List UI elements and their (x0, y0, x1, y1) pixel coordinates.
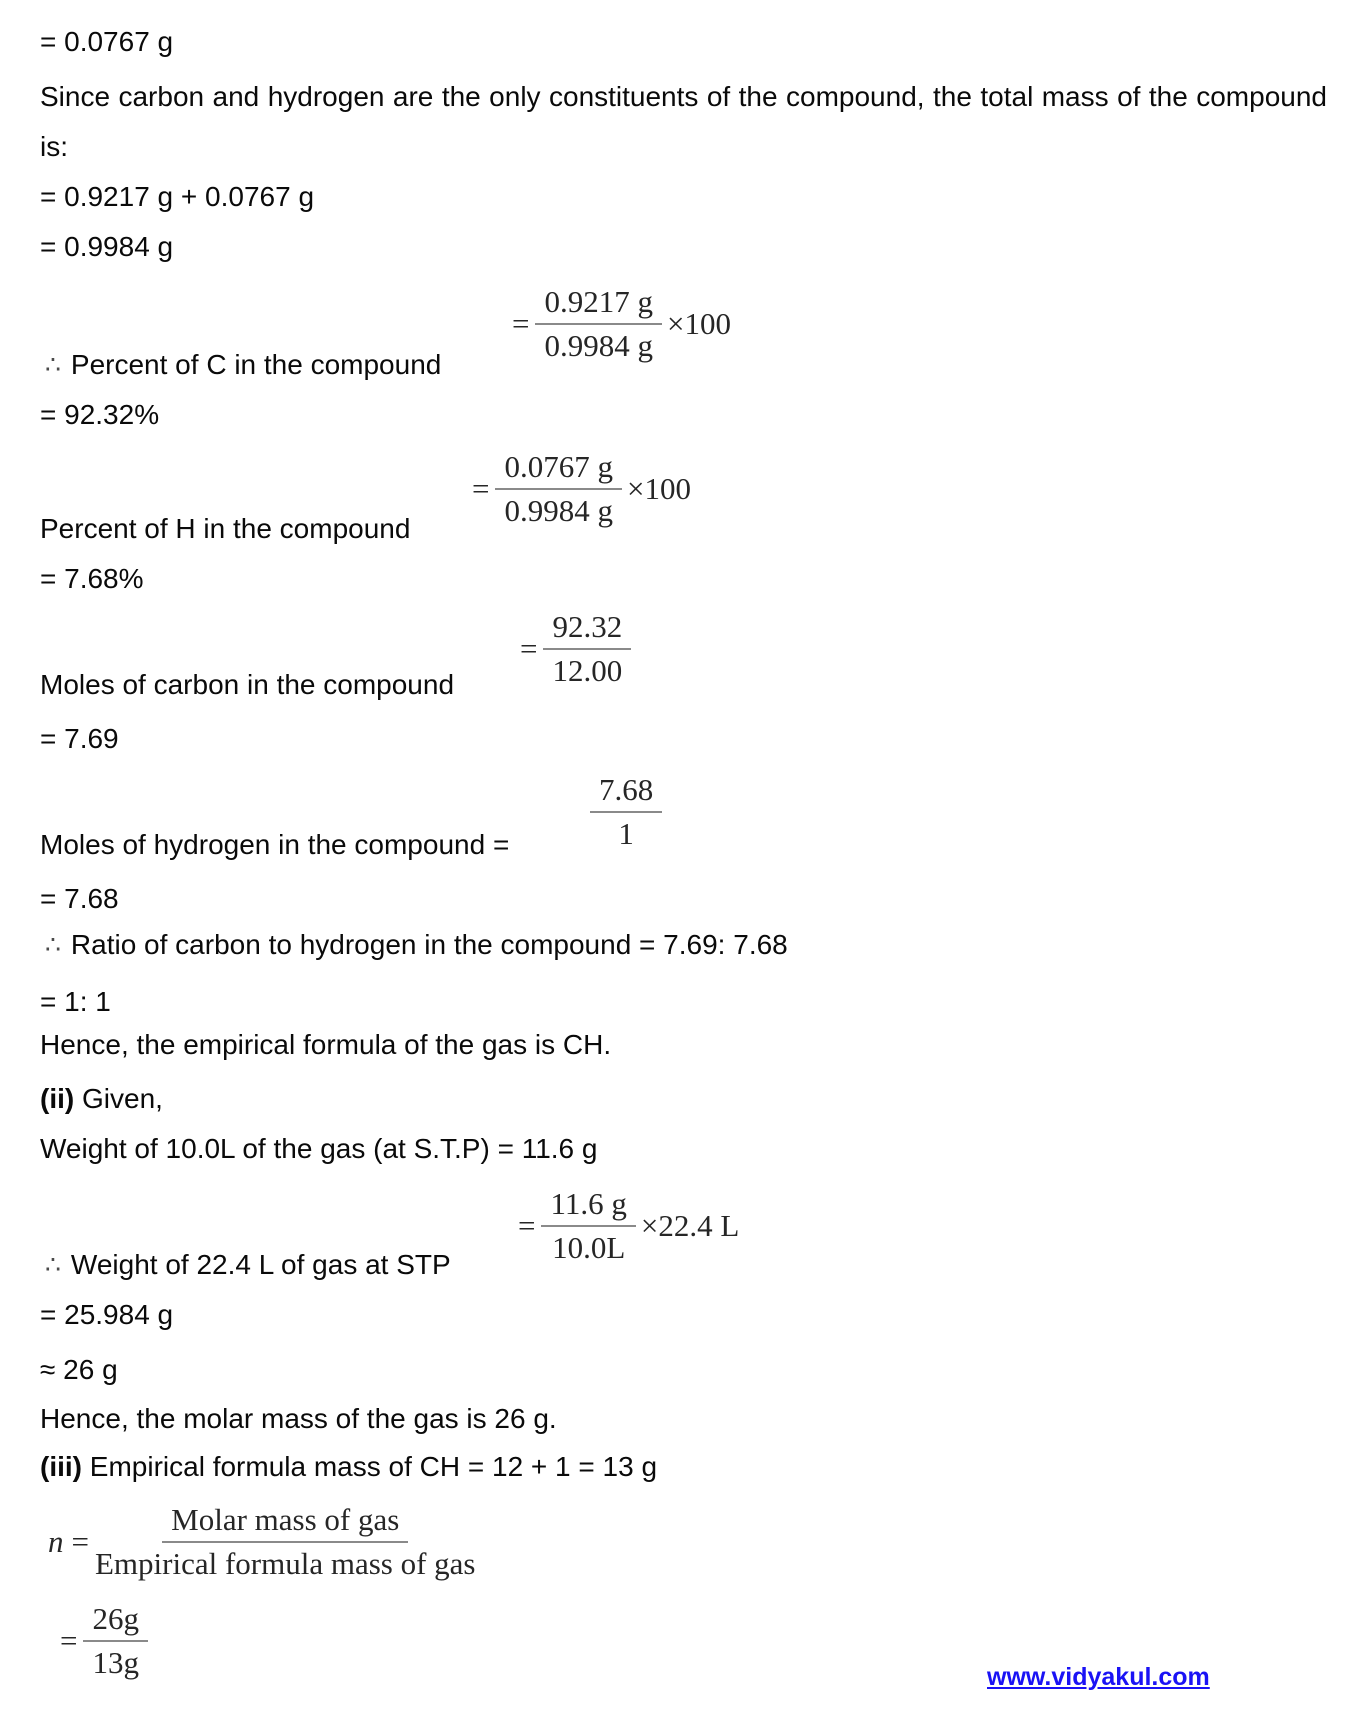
result-line: = 7.68% (40, 563, 144, 594)
fraction-denominator: Empirical formula mass of gas (94, 1546, 476, 1581)
section-text: Given, (74, 1083, 163, 1114)
result-line: = 92.32% (40, 399, 160, 430)
ratio-line (45, 928, 788, 963)
fraction (590, 772, 662, 852)
result-line: ≈ 26 g (40, 1354, 118, 1385)
equation-math (472, 449, 691, 529)
given-line: Weight of 10.0L of the gas (at S.T.P) = 11.6 g (40, 1133, 598, 1164)
paragraph: Since carbon and hydrogen are the only constituents of the compound, the total mass of the compound is: (40, 81, 1327, 162)
conclusion-line: Hence, the empirical formula of the gas is CH. (40, 1029, 612, 1060)
therefore-icon: ∴ (45, 931, 61, 959)
section-line (40, 1450, 657, 1484)
ratio-text: Ratio of carbon to hydrogen in the compound = 7.69: 7.68 (70, 929, 788, 960)
equation-math (512, 284, 731, 364)
equation-label-text: Weight of 22.4 L of gas at STP (70, 1249, 451, 1280)
section-line (40, 1082, 163, 1116)
section-text: Empirical formula mass of CH = 12 + 1 = 13 g (82, 1451, 658, 1482)
vidyakul-link[interactable]: www.vidyakul.com (987, 1663, 1210, 1691)
times-factor: ×100 (626, 471, 691, 506)
result-line: = 7.68 (40, 883, 119, 914)
fraction (83, 1601, 148, 1681)
fraction (535, 284, 662, 364)
fraction-denominator: 1 (618, 816, 634, 851)
equation-math (60, 1601, 148, 1681)
equation-label: Moles of carbon in the compound (40, 669, 455, 700)
fraction (543, 609, 631, 689)
times-factor: ×22.4 L (640, 1208, 740, 1243)
fraction (95, 1502, 476, 1582)
fraction-denominator: 10.0L (552, 1230, 626, 1265)
fraction-numerator: 11.6 g (541, 1186, 635, 1227)
section-marker: (iii) (40, 1451, 82, 1482)
equals-sign: = (60, 1623, 78, 1658)
times-factor: ×100 (666, 306, 731, 341)
fraction-denominator: 0.9984 g (544, 328, 653, 363)
variable-n: n (48, 1524, 64, 1559)
fraction-denominator: 12.00 (552, 653, 623, 688)
fraction-numerator: 26g (83, 1601, 148, 1642)
fraction-numerator: 7.68 (590, 772, 662, 813)
fraction-numerator: 0.9217 g (535, 284, 662, 325)
result-line: = 0.0767 g (40, 26, 174, 57)
equals-sign: = (518, 1208, 536, 1243)
variable-equals (48, 1524, 89, 1560)
equation-label (45, 348, 441, 383)
equation-math (518, 1186, 739, 1266)
fraction (541, 1186, 635, 1266)
therefore-icon: ∴ (45, 1251, 61, 1279)
equals-sign: = (520, 631, 538, 666)
equation-label: Moles of hydrogen in the compound = (40, 829, 510, 860)
fraction-numerator: Molar mass of gas (162, 1502, 408, 1543)
equals-sign: = (512, 306, 530, 341)
fraction-denominator: 0.9984 g (504, 493, 613, 528)
equation-math (48, 1502, 476, 1582)
equals-sign: = (472, 471, 490, 506)
fraction-denominator: 13g (92, 1645, 139, 1680)
fraction (495, 449, 622, 529)
equation-math (520, 609, 631, 689)
result-line: = 25.984 g (40, 1299, 174, 1330)
equation-label-text: Percent of C in the compound (70, 349, 442, 380)
result-line: = 0.9984 g (40, 231, 174, 262)
equation-label (45, 1248, 451, 1283)
equals-sign: = (71, 1524, 89, 1559)
fraction-numerator: 0.0767 g (495, 449, 622, 490)
equation-math (590, 772, 662, 852)
result-line: = 0.9217 g + 0.0767 g (40, 181, 315, 212)
result-line: = 7.69 (40, 723, 119, 754)
conclusion-line: Hence, the molar mass of the gas is 26 g. (40, 1403, 557, 1434)
equation-label: Percent of H in the compound (40, 513, 411, 544)
fraction-numerator: 92.32 (543, 609, 631, 650)
section-marker: (ii) (40, 1083, 75, 1114)
result-line: = 1: 1 (40, 986, 111, 1017)
therefore-icon: ∴ (45, 351, 61, 379)
